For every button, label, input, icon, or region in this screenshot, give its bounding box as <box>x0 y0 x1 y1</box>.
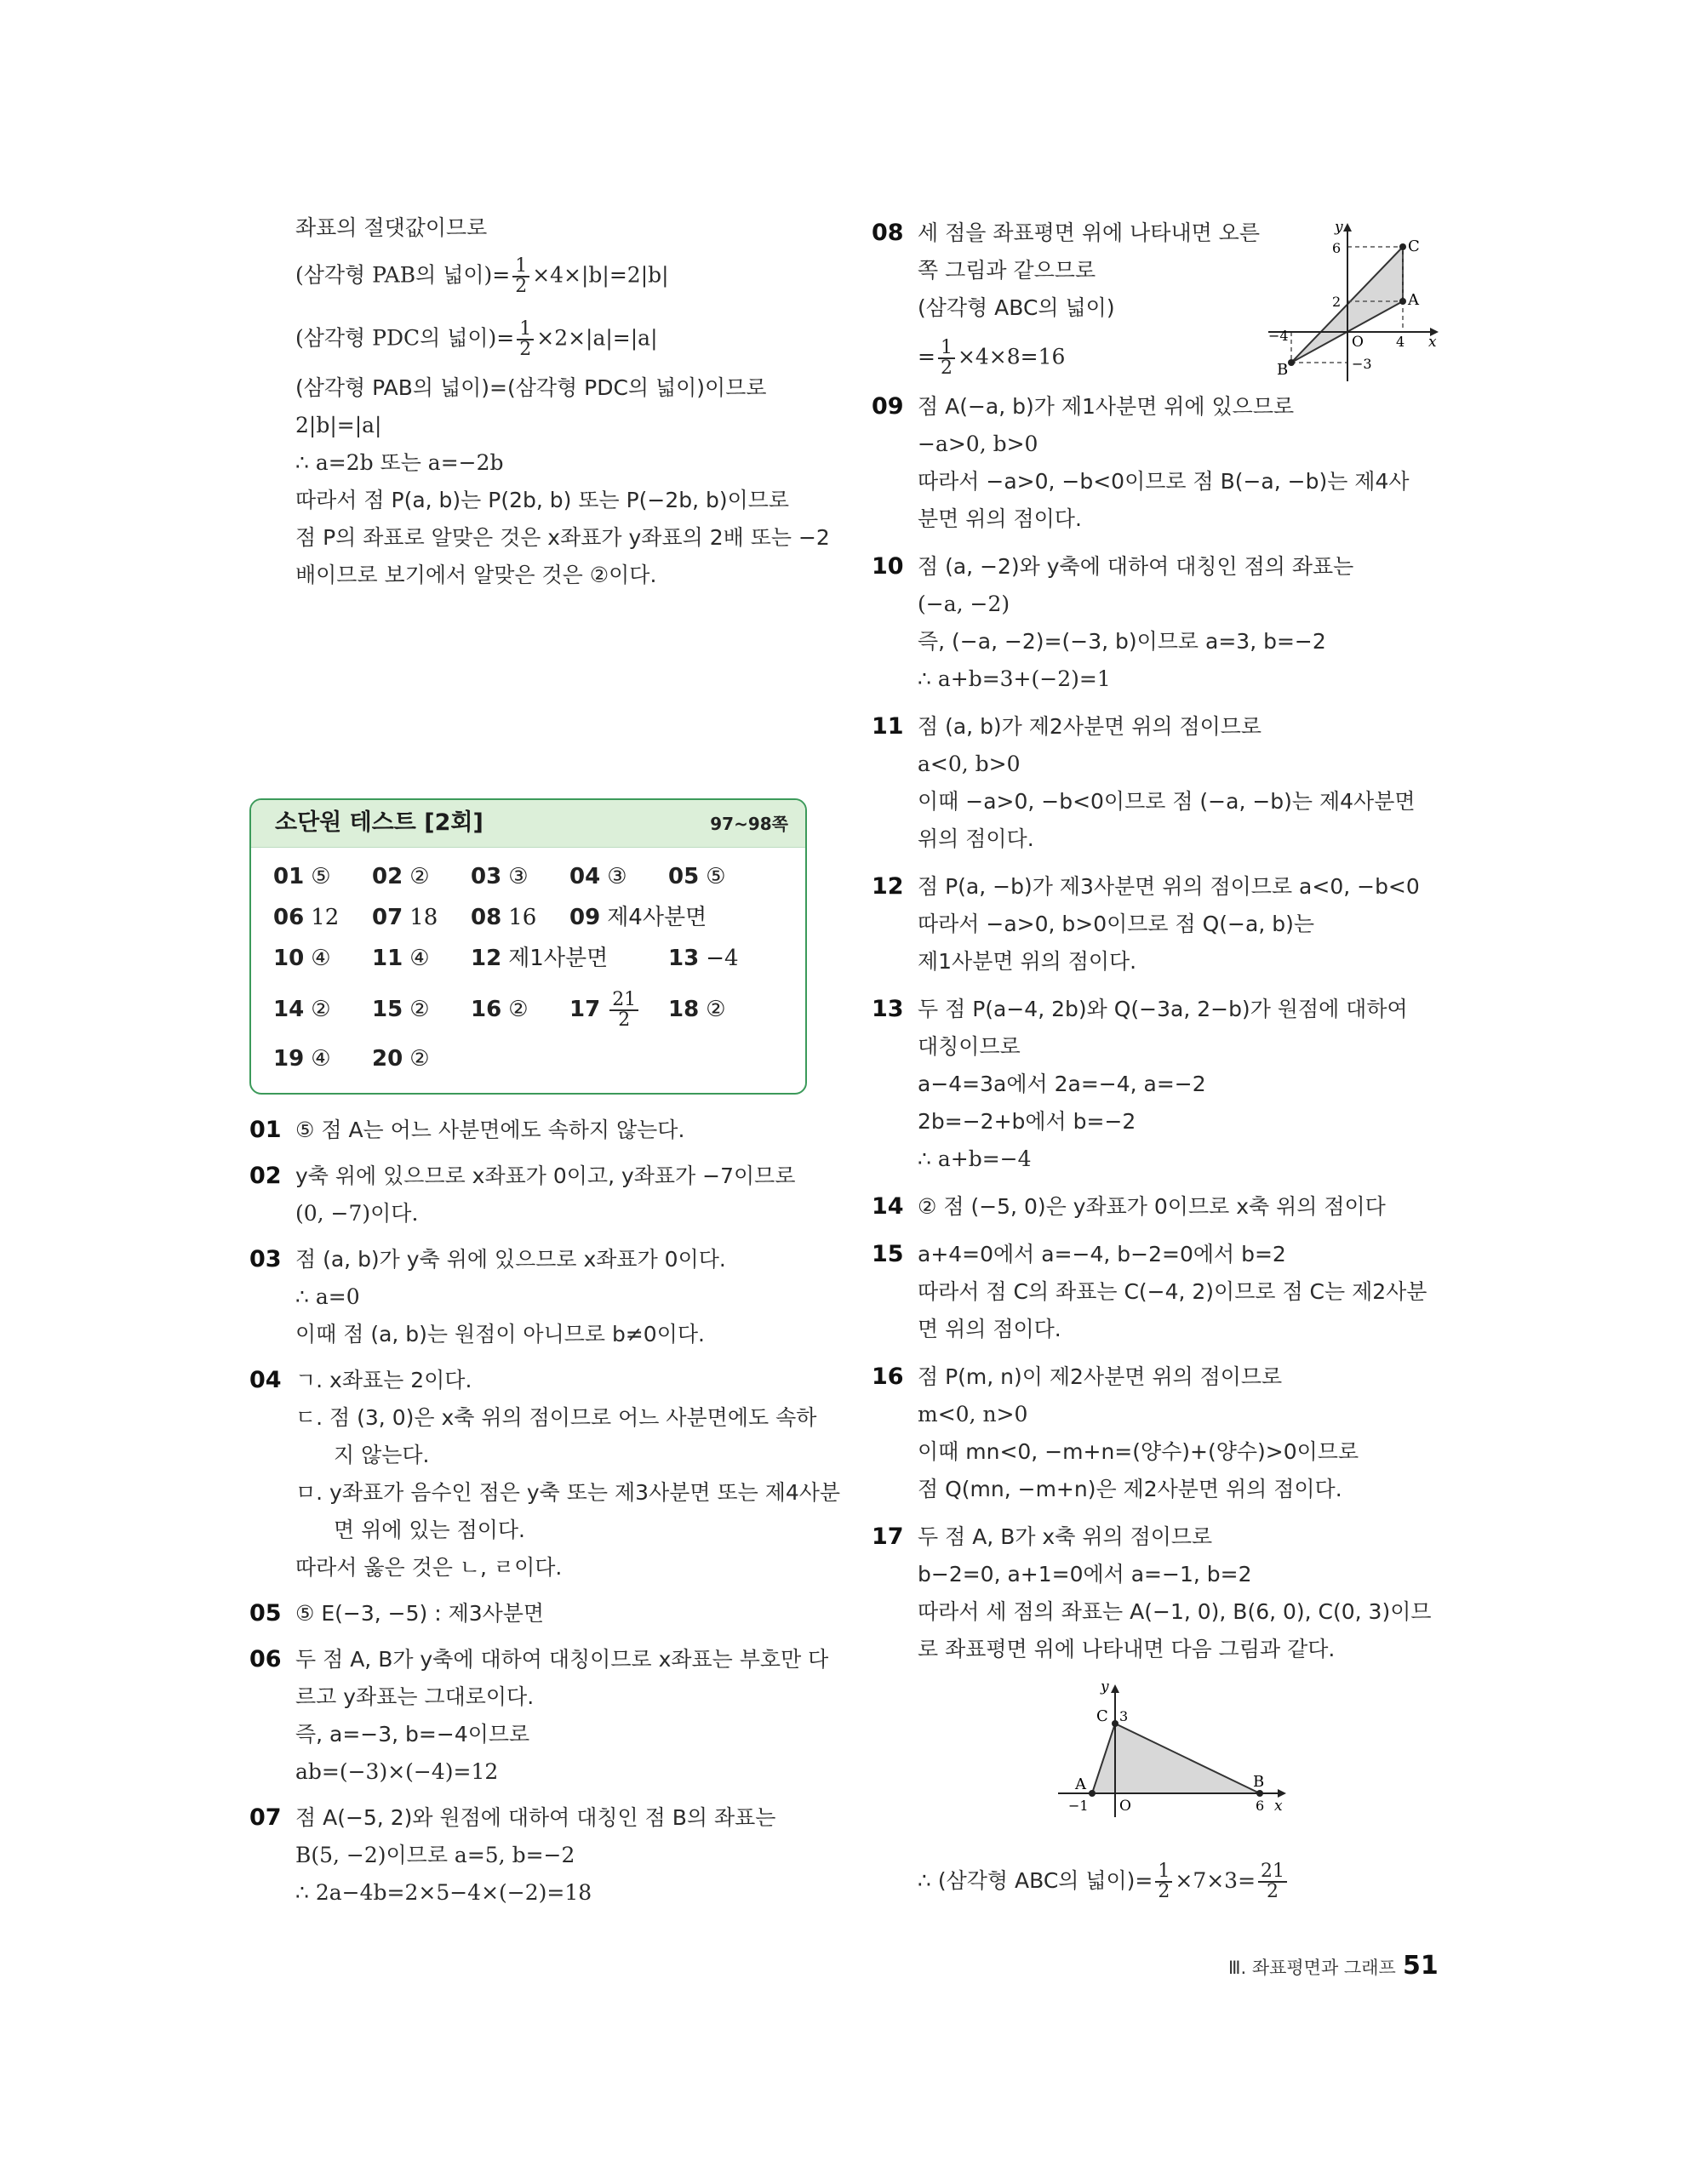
solution-line: b−2=0, a+1=0에서 a=−1, b=2 <box>918 1562 1252 1587</box>
point-label-c: C <box>1096 1707 1108 1725</box>
solution-line: −a>0, b>0 <box>918 432 1038 456</box>
graph-triangle-abc-17 <box>1051 1672 1298 1821</box>
solution-line: 대칭이므로 <box>918 1034 1021 1059</box>
solution-line: 즉, (−a, −2)=(−3, b)이므로 a=3, b=−2 <box>918 629 1326 654</box>
answer-item: 16 ② <box>471 997 529 1022</box>
solution-number: 05 <box>249 1600 282 1627</box>
intro-area-pdc: (삼각형 PDC의 넓이)= $\frac{1}{2}$ ×2×|a|=|a| <box>295 318 658 360</box>
solution-line: ∴ a+b=3+(−2)=1 <box>918 666 1111 691</box>
solution-line: ∴ 2a−4b=2×5−4×(−2)=18 <box>295 1880 592 1905</box>
page-number: 51 <box>1403 1951 1439 1981</box>
solution-number: 09 <box>872 393 904 420</box>
solution-number: 06 <box>249 1646 282 1672</box>
solution-line: ⑤ E(−3, −5) : 제3사분면 <box>295 1601 545 1626</box>
fraction: $\frac{1}{2}$ <box>1155 1862 1172 1901</box>
solution-number: 11 <box>872 713 904 740</box>
solution-number: 16 <box>872 1364 904 1390</box>
answer-item: 20 ② <box>372 1046 430 1072</box>
point-a <box>1089 1790 1096 1797</box>
solution-line: a−4=3a에서 2a=−4, a=−2 <box>918 1072 1206 1096</box>
tick-label: −1 <box>1068 1798 1089 1814</box>
solution-line: 세 점을 좌표평면 위에 나타내면 오른 <box>918 220 1260 245</box>
solution-number: 10 <box>872 553 904 580</box>
solution-line: y축 위에 있으므로 x좌표가 0이고, y좌표가 −7이므로 <box>295 1163 796 1188</box>
solution-line: 로 좌표평면 위에 나타내면 다음 그림과 같다. <box>918 1637 1336 1661</box>
solution-number: 13 <box>872 996 904 1022</box>
solution-line: ㄱ. x좌표는 2이다. <box>295 1368 472 1392</box>
y-axis-arrow <box>1111 1684 1119 1693</box>
solution-number: 15 <box>872 1241 904 1267</box>
answer-item: 19 ④ <box>273 1046 331 1072</box>
answer-item: 06 12 <box>273 905 340 930</box>
solution-line: 분면 위의 점이다. <box>918 506 1082 531</box>
answer-item: 18 ② <box>668 997 726 1022</box>
point-b <box>1288 359 1295 366</box>
solution-line: ⑤ 점 A는 어느 사분면에도 속하지 않는다. <box>295 1118 685 1142</box>
fraction: $\frac{1}{2}$ <box>938 339 955 378</box>
tick-label: 4 <box>1396 334 1405 350</box>
solution-number: 01 <box>249 1117 282 1143</box>
solution-line: 따라서 −a>0, b>0이므로 점 Q(−a, b)는 <box>918 912 1314 936</box>
answer-item: 15 ② <box>372 997 430 1022</box>
answer-item: 01 ⑤ <box>273 864 331 889</box>
solution-line: ∴ a=0 <box>295 1284 360 1309</box>
solution-line: 2b=−2+b에서 b=−2 <box>918 1109 1136 1134</box>
intro-line: 2|b|=|a| <box>295 413 382 437</box>
answer-item: 02 ② <box>372 864 430 889</box>
solution-line: 점 (a, b)가 제2사분면 위의 점이므로 <box>918 714 1262 739</box>
solution-line: 위의 점이다. <box>918 826 1034 851</box>
test-title: 소단원 테스트 [2회] <box>275 809 483 836</box>
solution-line: 면 위의 점이다. <box>918 1317 1061 1341</box>
tick-label: 2 <box>1332 294 1342 310</box>
answer-item: 17 $\frac{21}{2}$ <box>569 987 641 1032</box>
answer-item: 11 ④ <box>372 946 430 971</box>
solution-line: 점 P(a, −b)가 제3사분면 위의 점이므로 a<0, −b<0 <box>918 874 1420 899</box>
chapter-title: Ⅲ. 좌표평면과 그래프 <box>1228 1958 1396 1978</box>
solution-line: ② 점 (−5, 0)은 y좌표가 0이므로 x축 위의 점이다 <box>918 1194 1386 1219</box>
answer-item: 05 ⑤ <box>668 864 726 889</box>
solution-line: 이때 mn<0, −m+n=(양수)+(양수)>0이므로 <box>918 1439 1359 1464</box>
intro-line: 배이므로 보기에서 알맞은 것은 ②이다. <box>295 563 657 587</box>
test-header <box>251 800 805 848</box>
solution-number: 03 <box>249 1246 282 1272</box>
point-label-a: A <box>1075 1775 1086 1793</box>
point-label-c: C <box>1408 237 1420 255</box>
origin-label: O <box>1119 1798 1131 1815</box>
fraction: $\frac{21}{2}$ <box>609 991 638 1030</box>
answer-item: 12 제1사분면 <box>471 946 609 971</box>
solution-number: 17 <box>872 1524 904 1550</box>
solution-line: 두 점 A, B가 y축에 대하여 대칭이므로 x좌표는 부호만 다 <box>295 1647 829 1672</box>
point-b <box>1256 1790 1263 1797</box>
solution-line: 따라서 옳은 것은 ㄴ, ㄹ이다. <box>295 1555 563 1580</box>
solution-line: 점 A(−a, b)가 제1사분면 위에 있으므로 <box>918 394 1295 419</box>
test-pages: 97~98쪽 <box>710 814 788 834</box>
origin-label: O <box>1352 334 1364 351</box>
answer-item: 07 18 <box>372 905 438 930</box>
intro-line: (삼각형 PAB의 넓이)=(삼각형 PDC의 넓이)이므로 <box>295 375 767 400</box>
solution-number: 07 <box>249 1804 282 1831</box>
solution-line: 따라서 세 점의 좌표는 A(−1, 0), B(6, 0), C(0, 3)이므 <box>918 1599 1432 1624</box>
solution-line: 지 않는다. <box>334 1443 430 1467</box>
unit-test-answer-box <box>249 798 807 1095</box>
solution-line: 점 P(m, n)이 제2사분면 위의 점이므로 <box>918 1364 1283 1389</box>
axis-label-y: y <box>1101 1678 1109 1695</box>
axis-label-x: x <box>1274 1798 1283 1815</box>
solution-number: 12 <box>872 873 904 900</box>
fraction: $\frac{1}{2}$ <box>512 257 529 296</box>
solution-line: 즉, a=−3, b=−4이므로 <box>295 1722 530 1747</box>
answer-item: 08 16 <box>471 905 537 930</box>
answer-item: 14 ② <box>273 997 331 1022</box>
solution-line: (0, −7)이다. <box>295 1201 419 1226</box>
tick-label: 6 <box>1332 240 1342 256</box>
point-c <box>1399 243 1406 250</box>
tick-label: 6 <box>1256 1798 1265 1814</box>
solution-line: 쪽 그림과 같으므로 <box>918 258 1096 283</box>
point-label-b: B <box>1253 1773 1265 1791</box>
solution-line: (−a, −2) <box>918 592 1010 616</box>
solution-line: ∴ a+b=−4 <box>918 1146 1032 1171</box>
solution-line: B(5, −2)이므로 a=5, b=−2 <box>295 1843 575 1867</box>
tick-label: −4 <box>1268 328 1289 344</box>
solution-line: 두 점 A, B가 x축 위의 점이므로 <box>918 1524 1213 1549</box>
intro-line: 좌표의 절댓값이므로 <box>295 215 488 240</box>
solution-line: 따라서 점 C의 좌표는 C(−4, 2)이므로 점 C는 제2사분 <box>918 1279 1427 1304</box>
solution-line: ㄷ. 점 (3, 0)은 x축 위의 점이므로 어느 사분면에도 속하 <box>295 1405 817 1430</box>
intro-line: ∴ a=2b 또는 a=−2b <box>295 450 504 475</box>
answer-item: 13 −4 <box>668 946 739 971</box>
solution-number: 14 <box>872 1193 904 1220</box>
solution-line: 따라서 −a>0, −b<0이므로 점 B(−a, −b)는 제4사 <box>918 469 1410 494</box>
solution-number: 04 <box>249 1367 282 1393</box>
solution-line: a<0, b>0 <box>918 752 1021 776</box>
axis-label-x: x <box>1428 334 1437 351</box>
solution-line: 점 Q(mn, −m+n)은 제2사분면 위의 점이다. <box>918 1477 1342 1501</box>
intro-line: 따라서 점 P(a, b)는 P(2b, b) 또는 P(−2b, b)이므로 <box>295 488 790 512</box>
solution-line: 제1사분면 위의 점이다. <box>918 949 1137 974</box>
solution-line: ㅁ. y좌표가 음수인 점은 y축 또는 제3사분면 또는 제4사분 <box>295 1480 841 1505</box>
answer-item: 04 ③ <box>569 864 627 889</box>
fraction: $\frac{21}{2}$ <box>1258 1862 1287 1901</box>
triangle-fill <box>1092 1724 1260 1793</box>
tick-label: 3 <box>1119 1708 1129 1724</box>
answer-item: 03 ③ <box>471 864 529 889</box>
solution-line: ab=(−3)×(−4)=12 <box>295 1759 499 1784</box>
intro-area-pab: (삼각형 PAB의 넓이)= $\frac{1}{2}$ ×4×|b|=2|b| <box>295 255 669 297</box>
solution-line: 점 (a, b)가 y축 위에 있으므로 x좌표가 0이다. <box>295 1247 726 1272</box>
answer-item: 09 제4사분면 <box>569 905 707 930</box>
solution-number: 02 <box>249 1163 282 1189</box>
intro-line: 점 P의 좌표로 알맞은 것은 x좌표가 y좌표의 2배 또는 −2 <box>295 525 830 550</box>
x-axis-arrow <box>1278 1789 1286 1798</box>
solution-line: 이때 −a>0, −b<0이므로 점 (−a, −b)는 제4사분면 <box>918 789 1416 814</box>
solution-line: 두 점 P(a−4, 2b)와 Q(−3a, 2−b)가 원점에 대하여 <box>918 997 1408 1021</box>
axis-label-y: y <box>1335 219 1343 236</box>
y-axis-arrow <box>1343 223 1352 232</box>
solution-line: 르고 y좌표는 그대로이다. <box>295 1684 535 1709</box>
solution-line: = $\frac{1}{2}$ ×4×8=16 <box>918 337 1066 379</box>
solution-line: 점 A(−5, 2)와 원점에 대하여 대칭인 점 B의 좌표는 <box>295 1805 776 1830</box>
solution-line: 점 (a, −2)와 y축에 대하여 대칭인 점의 좌표는 <box>918 554 1354 579</box>
solution-line: 이때 점 (a, b)는 원점이 아니므로 b≠0이다. <box>295 1322 705 1346</box>
graph-triangle-abc-08 <box>1260 213 1447 383</box>
point-c <box>1112 1720 1118 1727</box>
fraction: $\frac{1}{2}$ <box>517 320 534 359</box>
solution-line: a+4=0에서 a=−4, b−2=0에서 b=2 <box>918 1242 1286 1266</box>
point-a <box>1399 298 1406 305</box>
solution-area-result: ∴ (삼각형 ABC의 넓이)= $\frac{1}{2}$ ×7×3= $\frac{21}{2}$ <box>918 1862 1290 1901</box>
tick-label: −3 <box>1352 356 1372 372</box>
point-label-b: B <box>1277 361 1289 379</box>
solution-line: (삼각형 ABC의 넓이) <box>918 295 1115 320</box>
answer-item: 10 ④ <box>273 946 331 971</box>
solution-line: 면 위에 있는 점이다. <box>334 1518 525 1542</box>
solution-line: m<0, n>0 <box>918 1402 1028 1426</box>
solution-number: 08 <box>872 220 904 246</box>
point-label-a: A <box>1408 291 1419 309</box>
